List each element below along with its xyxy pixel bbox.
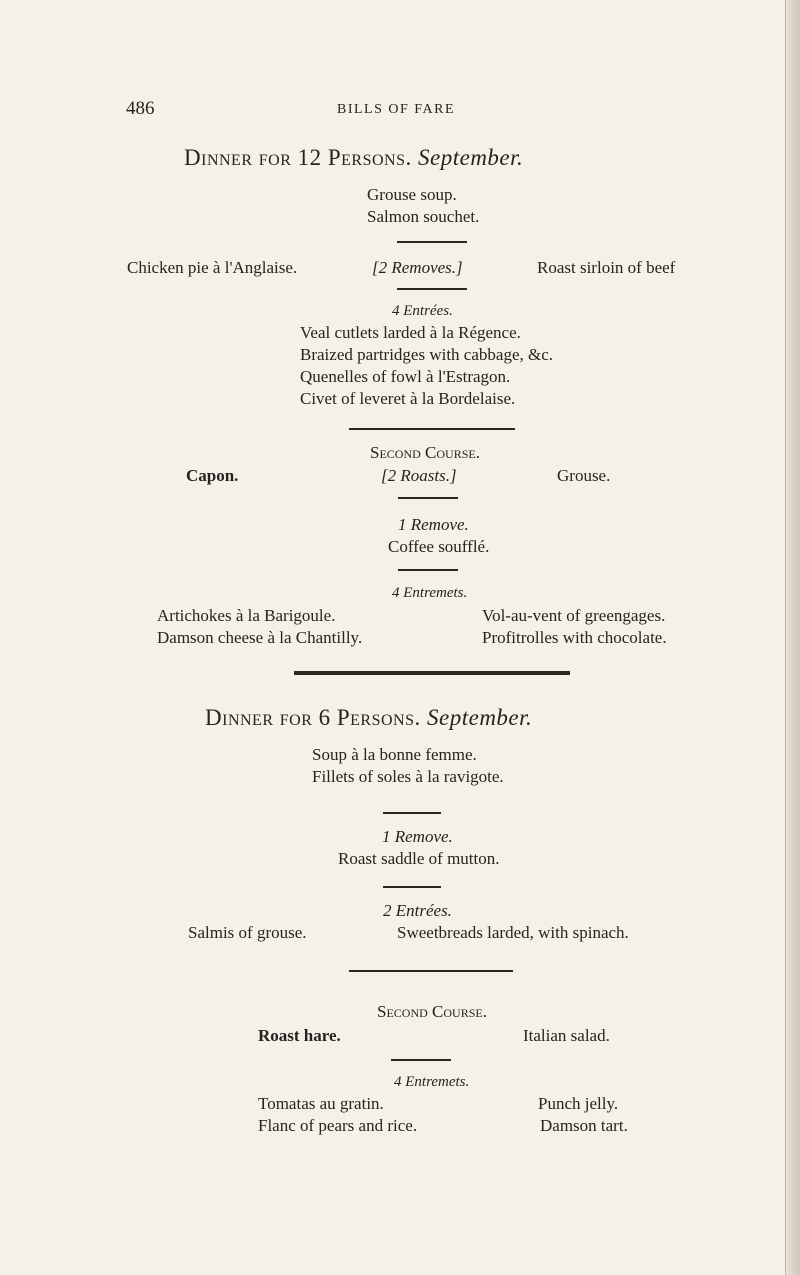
dinner12-remove-item: Coffee soufflé. — [388, 537, 490, 556]
dinner6-second-left: Roast hare. — [258, 1026, 341, 1045]
dinner6-entremets-label: 4 Entremets. — [394, 1074, 470, 1090]
dinner12-remove-label: 1 Remove. — [398, 515, 469, 534]
dinner12-roast-right: Grouse. — [557, 466, 611, 485]
dinner12-soup-2: Salmon souchet. — [367, 207, 480, 226]
dinner12-roasts-label: [2 Roasts.] — [381, 466, 457, 485]
dinner12-entremet-1: Artichokes à la Barigoule. — [157, 606, 336, 625]
divider — [398, 497, 458, 499]
divider — [349, 428, 515, 430]
dinner6-month: September. — [427, 705, 533, 730]
dinner6-soup-1: Soup à la bonne femme. — [312, 745, 477, 764]
dinner12-entree-3: Quenelles of fowl à l'Estragon. — [300, 367, 511, 386]
dinner12-entremets-label: 4 Entremets. — [392, 585, 468, 601]
dinner12-entremet-2: Vol-au-vent of greengages. — [482, 606, 666, 625]
divider — [398, 569, 458, 571]
dinner12-title — [184, 145, 523, 171]
dinner6-remove-label: 1 Remove. — [382, 827, 453, 846]
dinner12-month: September. — [418, 145, 524, 170]
dinner12-title-text: Dinner for 12 Persons. — [184, 145, 412, 170]
section-divider — [294, 671, 570, 675]
running-header: BILLS OF FARE — [337, 102, 456, 117]
dinner6-entrees-label: 2 Entrées. — [383, 901, 452, 920]
dinner6-entremet-3: Flanc of pears and rice. — [258, 1116, 418, 1135]
dinner6-entree-left: Salmis of grouse. — [188, 923, 307, 942]
divider — [349, 970, 513, 972]
dinner6-entree-right: Sweetbreads larded, with spinach. — [397, 923, 629, 942]
dinner6-second-course: Second Course. — [377, 1002, 487, 1021]
dinner12-remove-right: Roast sirloin of beef — [537, 258, 676, 277]
dinner12-entree-2: Braized partridges with cabbage, &c. — [300, 345, 554, 364]
page-number: 486 — [126, 98, 155, 119]
dinner12-entrees-label: 4 Entrées. — [392, 303, 453, 319]
dinner6-title — [205, 705, 532, 731]
dinner12-entree-1: Veal cutlets larded à la Régence. — [300, 323, 521, 342]
dinner6-entremet-2: Punch jelly. — [538, 1094, 619, 1113]
dinner12-entree-4: Civet of leveret à la Bordelaise. — [300, 389, 516, 408]
divider — [383, 812, 441, 814]
dinner6-soup-2: Fillets of soles à la ravigote. — [312, 767, 504, 786]
dinner6-remove-item: Roast saddle of mutton. — [338, 849, 500, 868]
dinner6-second-right: Italian salad. — [523, 1026, 610, 1045]
dinner12-second-course: Second Course. — [370, 443, 480, 462]
dinner6-entremet-1: Tomatas au gratin. — [258, 1094, 384, 1113]
dinner12-remove-left: Chicken pie à l'Anglaise. — [127, 258, 298, 277]
dinner12-entremet-4: Profitrolles with chocolate. — [482, 628, 667, 647]
dinner12-soup-1: Grouse soup. — [367, 185, 457, 204]
divider — [383, 886, 441, 888]
dinner6-entremet-4: Damson tart. — [540, 1116, 628, 1135]
dinner12-entremet-3: Damson cheese à la Chantilly. — [157, 628, 363, 647]
divider — [397, 241, 467, 243]
divider — [391, 1059, 451, 1061]
page-edge — [785, 0, 800, 1275]
divider — [397, 288, 467, 290]
dinner6-title-text: Dinner for 6 Persons. — [205, 705, 421, 730]
dinner12-removes-label: [2 Removes.] — [372, 258, 463, 277]
dinner12-roast-left: Capon. — [186, 466, 239, 485]
